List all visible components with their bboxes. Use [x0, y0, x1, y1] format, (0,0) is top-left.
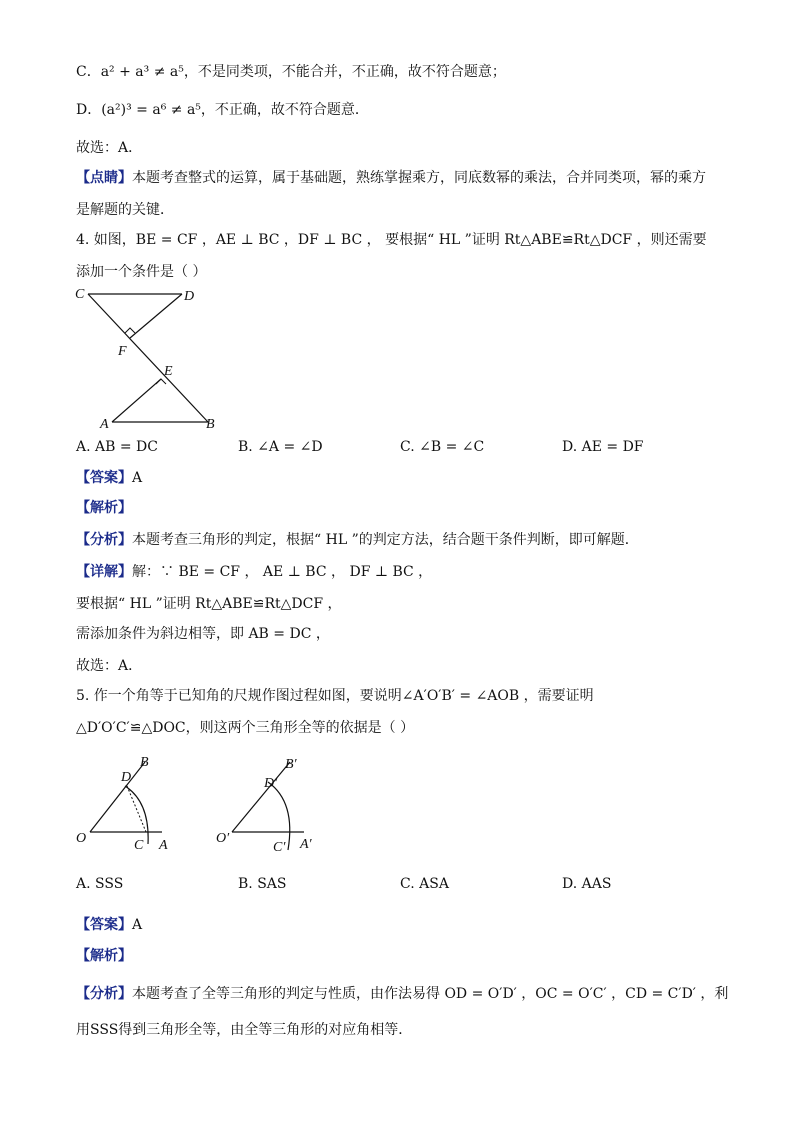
q4-stem-line-2: 添加一个条件是（ ）	[76, 264, 207, 280]
fenxi-text: 本题考查了全等三角形的判定与性质，由作法易得 OD = O′D′ ，OC = O′C′ ，CD = C′D′ ，利	[132, 986, 729, 1002]
q5-stem-line-2: △D′O′C′≌△DOC，则这两个三角形全等的依据是（ ）	[76, 720, 415, 736]
q3-comment-line-1	[76, 168, 706, 188]
label-f: F	[118, 344, 127, 359]
answer-tag: 【答案】	[76, 917, 132, 933]
segment-df	[130, 294, 182, 338]
detail-tag: 【详解】	[76, 564, 132, 580]
q4-fenxi	[76, 530, 639, 550]
arc-cd	[125, 786, 148, 844]
label-a: A	[100, 417, 109, 430]
fenxi-text: 本题考查三角形的判定，根据“ HL ”的判定方法，结合题干条件判断，即可解题．	[132, 532, 639, 548]
q5-fenxi-line-1	[76, 984, 728, 1004]
q3-comment-line-2: 是解题的关键．	[76, 202, 174, 218]
label-d-prime: D′	[264, 776, 278, 791]
q5-option-a[interactable]: A. SSS	[76, 876, 124, 892]
q3-option-c-text: C．a² + a³ ≠ a⁵，不是同类项，不能合并，不正确，故不符合题意；	[76, 64, 506, 80]
q4-answer	[76, 468, 142, 488]
label-o: O	[76, 831, 87, 846]
q4-detail-line-3: 需添加条件为斜边相等，即 AB = DC ，	[76, 626, 330, 642]
q5-stem-line-1: 5. 作一个角等于已知角的尺规作图过程如图，要说明∠A′O′B′ = ∠AOB ，需要证明	[76, 688, 594, 704]
label-a-prime: A′	[300, 837, 312, 852]
q4-option-d[interactable]: D. AE = DF	[562, 439, 644, 455]
fenxi-tag: 【分析】	[76, 986, 132, 1002]
q5-answer	[76, 915, 142, 935]
answer-tag: 【答案】	[76, 470, 132, 486]
q5-option-b[interactable]: B. SAS	[238, 876, 287, 892]
q3-choice: 故选：A．	[76, 140, 143, 156]
q4-detail-line-2: 要根据“ HL ”证明 Rt△ABE≌Rt△DCF ，	[76, 596, 342, 612]
label-e: E	[164, 364, 173, 379]
q5-figure-constructed-angle	[212, 752, 332, 857]
label-a: A	[159, 838, 168, 853]
label-c-prime: C′	[273, 840, 286, 855]
label-d: D	[121, 770, 132, 785]
q4-figure	[70, 280, 230, 430]
q5-option-c[interactable]: C. ASA	[400, 876, 449, 892]
q4-option-c[interactable]: C. ∠B = ∠C	[400, 439, 485, 455]
q5-figure-original-angle	[70, 752, 190, 857]
label-b: B	[140, 755, 149, 770]
q5-option-d[interactable]: D. AAS	[562, 876, 612, 892]
q4-option-b[interactable]: B. ∠A = ∠D	[238, 439, 323, 455]
q4-choice: 故选：A．	[76, 658, 143, 674]
segment-cb	[88, 294, 208, 422]
fenxi-tag: 【分析】	[76, 532, 132, 548]
q4-analysis-tag: 【解析】	[76, 500, 132, 516]
segment-ae	[112, 379, 161, 422]
label-c: C	[134, 838, 144, 853]
q5-fenxi-line-2: 用SSS得到三角形全等，由全等三角形的对应角相等．	[76, 1022, 413, 1038]
label-b-prime: B′	[285, 757, 297, 772]
answer-value: A	[132, 917, 143, 933]
label-b: B	[206, 417, 215, 430]
q5-analysis-tag: 【解析】	[76, 948, 132, 964]
comment-tag: 【点睛】	[76, 170, 132, 186]
q4-stem-line-1: 4. 如图，BE = CF ，AE ⊥ BC ，DF ⊥ BC ， 要根据“ HL ”证明 Rt△ABE≌Rt△DCF ，则还需要	[76, 232, 707, 248]
detail-text: 解：∵ BE = CF ， AE ⊥ BC ， DF ⊥ BC ，	[132, 564, 433, 580]
label-o-prime: O′	[216, 831, 230, 846]
comment-text: 本题考查整式的运算，属于基础题，熟练掌握乘方，同底数幂的乘法，合并同类项，幂的乘方	[132, 170, 706, 186]
q3-option-d-text: D．(a²)³ = a⁶ ≠ a⁵，不正确，故不符合题意．	[76, 102, 369, 118]
answer-value: A	[132, 470, 143, 486]
right-angle-mark-f	[125, 328, 135, 333]
label-c: C	[75, 287, 85, 302]
label-d: D	[184, 289, 195, 304]
q4-option-a[interactable]: A. AB = DC	[76, 439, 158, 455]
q4-detail-line-1	[76, 562, 432, 582]
